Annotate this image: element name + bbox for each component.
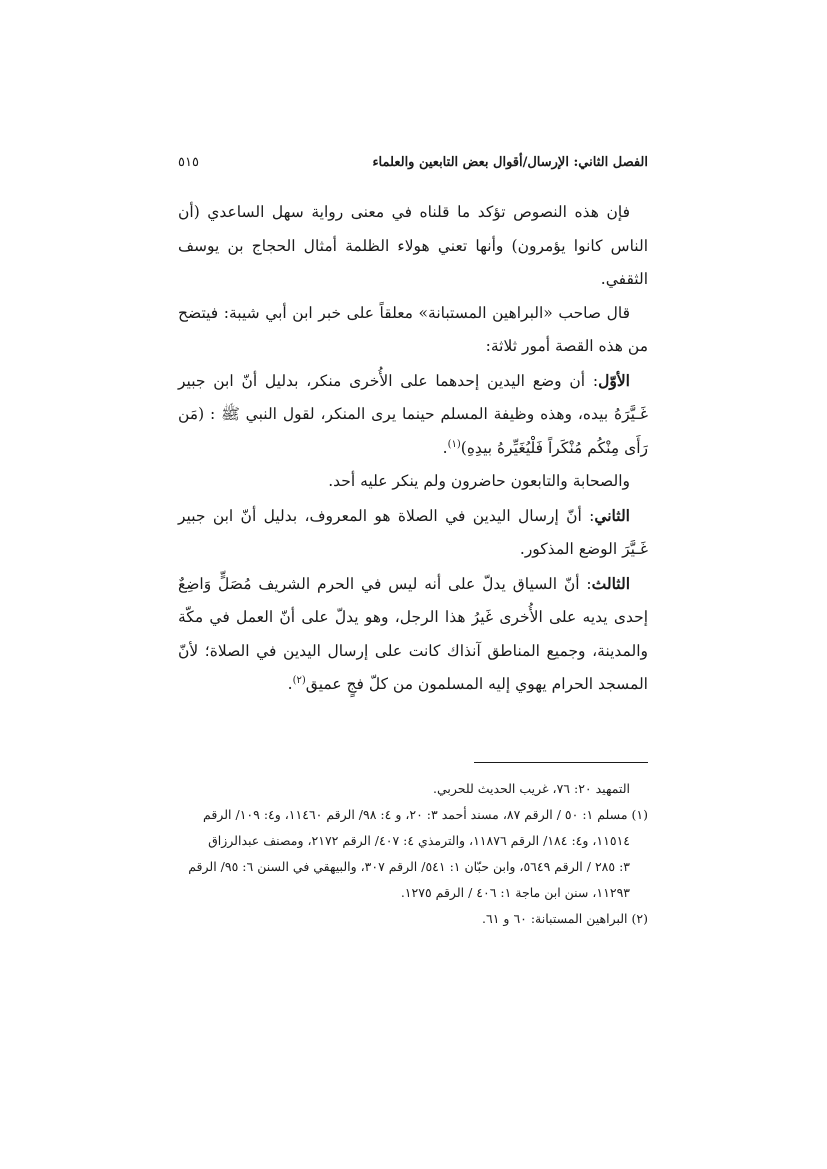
footnote-ref-2[interactable]: (٢) xyxy=(292,674,306,686)
paragraph-1: فإن هذه النصوص تؤكد ما قلناه في معنى رواية سهل الساعدي (أن الناس كانوا يؤمرون) وأنها تعني هولاء الظلمة أمثال الحجاج بن يوسف الثقفي. xyxy=(178,203,648,288)
footnote-2: (٢) البراهين المستبانة: ٦٠ و ٦١. xyxy=(482,911,648,926)
point-two-label: الثاني xyxy=(594,505,630,525)
paragraph-4: والصحابة والتابعون حاضرون ولم ينكر عليه أحد. xyxy=(328,472,630,490)
footnote-1-line-3: ٣: ٢٨٥ / الرقم ٥٦٤٩، وابن حبّان ١: ٥٤١/ الرقم ٣٠٧، والبيهقي في السنن ٦: ٩٥/ الرقم xyxy=(188,859,630,874)
paragraph-6 xyxy=(178,567,648,702)
paragraph-6-end: . xyxy=(287,675,293,693)
point-three-text: : أنّ السياق يدلّ على أنه ليس في الحرم الشريف مُصَلٍّ وَاضِعٌ إحدى يديه على الأُخرى غَيرُ هذا الرجل، وهو يدلّ على أنّ العمل في مكّة والمدينة، وجميع المناطق آنذاك كانت على إرسال اليدين في الصلاة؛ لأنّ المسجد الحرام يهوي إليه المسلمون من كلّ فجٍ عميق xyxy=(178,574,648,693)
page-number: ٥١٥ xyxy=(178,155,199,170)
point-two-text: : أنّ إرسال اليدين في الصلاة هو المعروف، بدليل أنّ ابن جبير غَـيَّرَ الوضع المذكور. xyxy=(178,506,648,558)
footnote-1-line-1: (١) مسلم ١: ٥٠ / الرقم ٨٧، مسند أحمد ٣: ٢٠، و ٤: ٩٨/ الرقم ١١٤٦٠، و٤: ١٠٩/ الرقم xyxy=(203,807,648,822)
point-one-label: الأوّل xyxy=(598,370,630,390)
point-three-label: الثالث xyxy=(591,573,630,593)
point-one-text: : أن وضع اليدين إحدهما على الأُخرى منكر، بدليل أنّ ابن جبير غَـيَّرَهُ بيده، وهذه وظيفة المسلم حينما يرى المنكر، لقول النبي ﷺ : (مَن رَأَى مِنْكُم مُنْكَراً فَلْيُغَيِّرهُ بيدِهِ) xyxy=(178,371,648,457)
footnote-separator xyxy=(474,762,648,763)
paragraph-3-end: . xyxy=(442,438,448,457)
paragraph-3 xyxy=(178,364,648,466)
paragraph-5 xyxy=(178,499,648,567)
page-header xyxy=(178,155,648,179)
footnotes xyxy=(178,776,648,932)
footnote-ref-1[interactable]: (١) xyxy=(447,438,461,450)
paragraph-2: قال صاحب «البراهين المستبانة» معلقاً على خبر ابن أبي شيبة: فيتضح من هذه القصة أمور ثلاثة: xyxy=(178,303,648,355)
footnote-1-line-4: ١١٢٩٣، سنن ابن ماجة ١: ٤٠٦ / الرقم ١٢٧٥. xyxy=(400,885,630,900)
footnote-1-line-2: ١١٥١٤، و٤: ١٨٤/ الرقم ١١٨٧٦، والترمذي ٤: ٤٠٧/ الرقم ٢١٧٢، ومصنف عبدالرزاق xyxy=(208,833,630,848)
running-title: الفصل الثاني: الإرسال/أقوال بعض التابعين والعلماء xyxy=(372,155,648,170)
footnote-carryover: التمهيد ٢٠: ٧٦، غريب الحديث للحربي. xyxy=(432,781,630,796)
main-text xyxy=(178,196,648,702)
